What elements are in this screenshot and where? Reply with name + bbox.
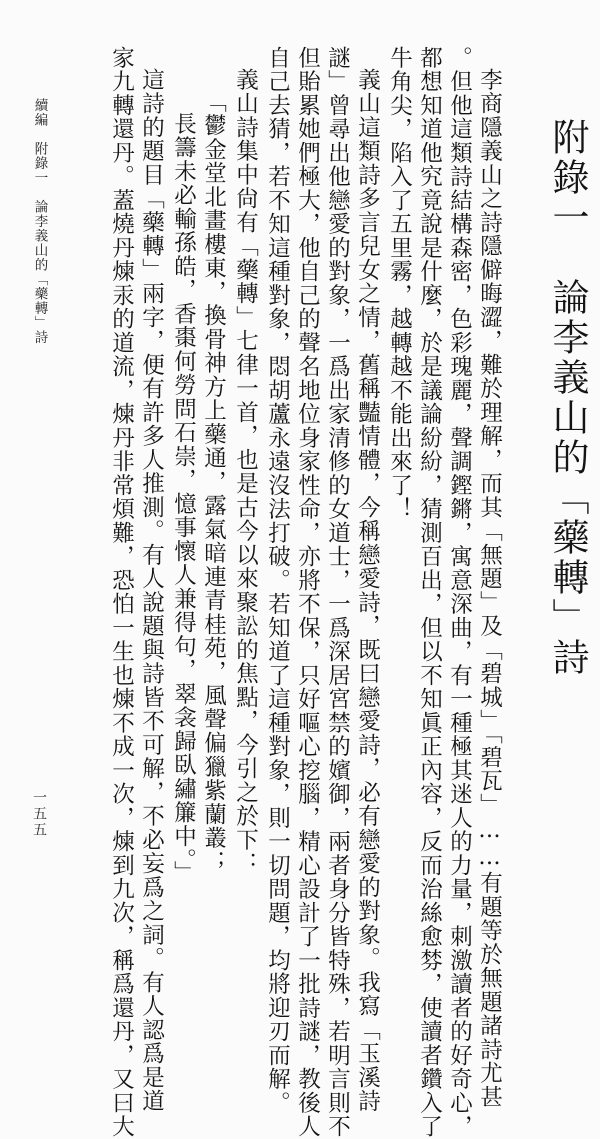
poem-line-2: 長籌未必輸孫皓，香棗何勞問石崇，憶事懷人兼得句，翠衾歸臥繡簾中。」 — [170, 112, 197, 885]
paragraph-1-line-2: 。但他這類詩結構森密，色彩瑰麗，聲調鏗鏘，寓意深曲，有一種極其迷人的力量，刺激讀者的好奇心， — [446, 46, 473, 1139]
paragraph-4-line-2: 家九轉還丹。蓋燒丹煉汞的道流，煉丹非常煩難，恐怕一生也煉不成一次，煉到九次，稱爲還丹，又曰大 — [108, 46, 135, 1139]
page-number: 一五五 — [31, 790, 47, 838]
paragraph-2-line-1: 義山這類詩多言兒女之情，舊稱豔情體，今稱戀愛詩，既曰戀愛詩，必有戀愛的對象。我寫「玉溪詩 — [354, 68, 381, 1113]
chapter-title: 附錄一 論李義山的「藥轉」詩 — [546, 118, 589, 678]
paragraph-4-line-1: 這詩的題目「藥轉」兩字，便有許多人推測。有人說題與詩皆不可解，不必妄爲之詞。有人認爲是道 — [138, 68, 165, 1113]
paragraph-1-line-3: 都想知道他究竟說是什麼，於是議論紛紛，猜測百出，但以不知眞正內容，反而治絲愈棼，使讀者鑽入了 — [416, 46, 443, 1139]
paragraph-1-line-4: 牛角尖，陷入了五里霧，越轉越不能出來了！ — [386, 46, 413, 521]
paragraph-3-line-1: 義山詩集中尙有「藥轉」七律一首，也是古今以來聚訟的焦點，今引之於下： — [232, 68, 259, 876]
paragraph-1-line-1: 李商隱義山之詩隱僻晦澀，難於理解，而其「無題」及「碧城」「碧瓦」……有題等於無題諸詩尤甚 — [476, 68, 503, 1109]
paragraph-2-line-2: 謎」曾尋出他戀愛的對象，一爲出家清修的女道士，一爲深居宮禁的嬪御，兩者身分皆特殊，若明言則不 — [324, 46, 351, 1139]
poem-line-1: 「鬱金堂北畫樓東，換骨神方上藥通，露氣暗連青桂苑，風聲偏獵紫蘭叢； — [200, 90, 227, 874]
paragraph-2-line-3: 但貽累她們極大，他自己的聲名地位身家性命，亦將不保，只好嘔心挖腦，精心設計了一批詩謎，教後人 — [294, 46, 321, 1139]
paragraph-2-line-4: 自己去猜，若不知這種對象，悶胡蘆永遠沒法打破。若知道了這種對象，則一切問題，均將迎刃而解。 — [264, 46, 291, 1115]
running-footer: 續編 附錄一 論李義山的「藥轉」詩 — [31, 98, 48, 345]
